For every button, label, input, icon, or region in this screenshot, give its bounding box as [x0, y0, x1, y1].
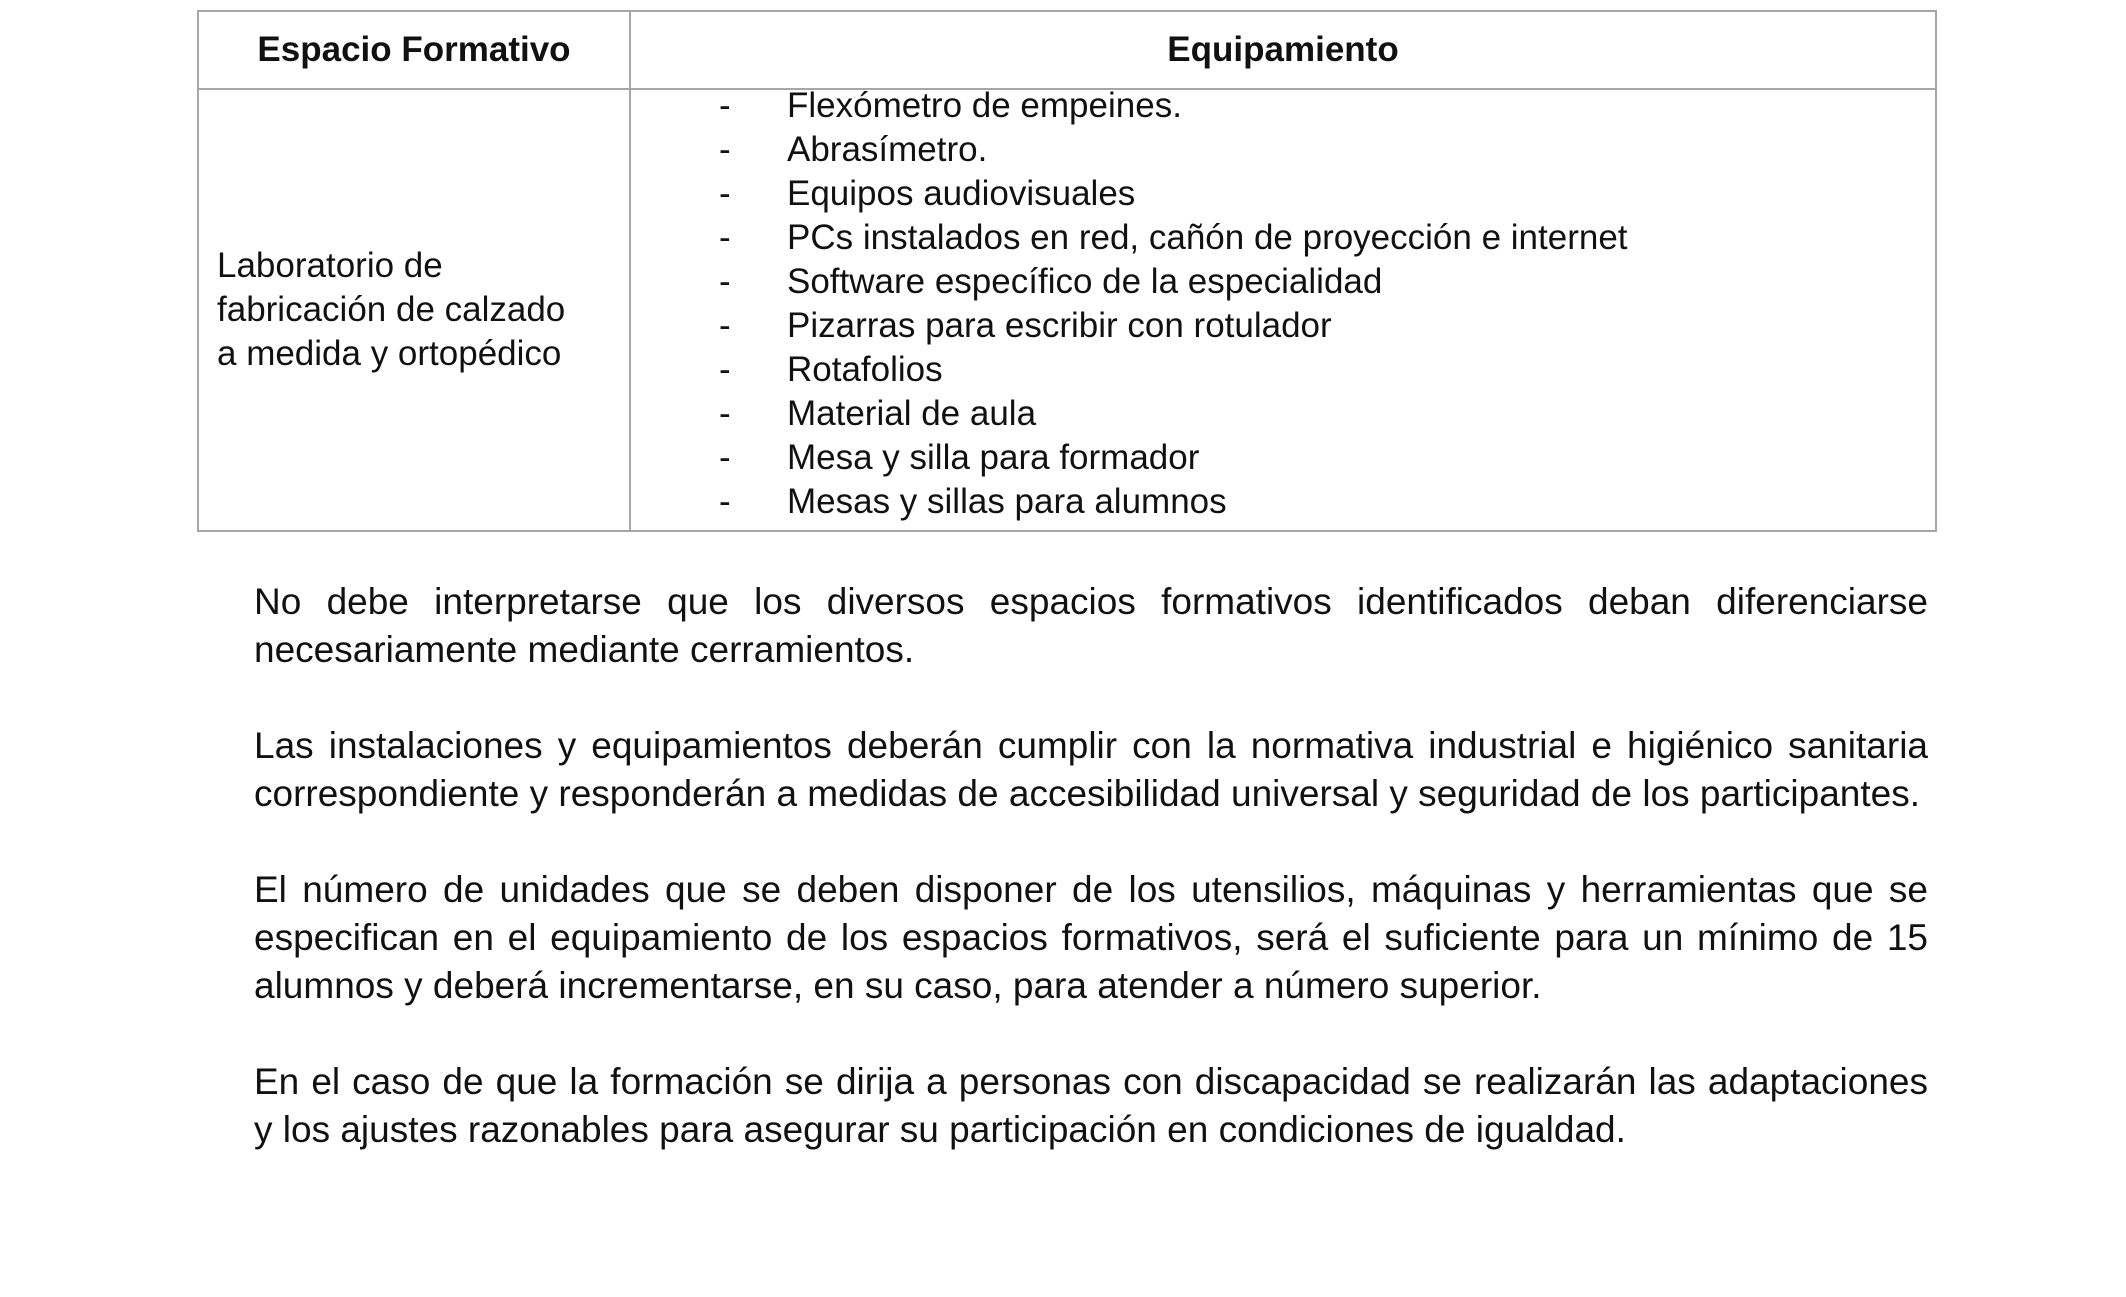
- equipment-item-text: Rotafolios: [787, 350, 943, 389]
- equipment-item-text: Pizarras para escribir con rotulador: [787, 306, 1332, 345]
- list-item: [631, 260, 1935, 304]
- equipment-item-text: Equipos audiovisuales: [787, 174, 1136, 213]
- dash-bullet: -: [719, 350, 731, 389]
- space-name-line: Laboratorio de: [217, 246, 443, 285]
- paragraph-instalaciones: Las instalaciones y equipamientos deberán cumplir con la normativa industrial e higiénico sanitaria correspondiente y responderán a medidas de accesibilidad universal y seguridad de los participantes.: [254, 725, 1928, 814]
- equipment-table: [197, 10, 1937, 532]
- dash-bullet: -: [719, 394, 731, 433]
- equipment-item-text: Mesas y sillas para alumnos: [787, 482, 1227, 521]
- space-name-line: fabricación de calzado: [217, 290, 566, 329]
- dash-bullet: -: [719, 306, 731, 345]
- dash-bullet: -: [719, 482, 731, 521]
- space-name-cell: [198, 89, 630, 531]
- list-item: [631, 128, 1935, 172]
- list-item: [631, 392, 1935, 436]
- header-espacio-formativo: Espacio Formativo: [198, 11, 630, 89]
- paragraph-discapacidad: En el caso de que la formación se dirija a personas con discapacidad se realizarán las adaptaciones y los ajustes razonables para asegurar su participación en condiciones de igualdad.: [254, 1061, 1928, 1150]
- dash-bullet: -: [719, 262, 731, 301]
- equipment-item-text: Abrasímetro.: [787, 130, 988, 169]
- equipment-item-text: Material de aula: [787, 394, 1037, 433]
- table-header-row: [198, 11, 1936, 89]
- list-item: [631, 84, 1935, 128]
- paragraph-numero-unidades: El número de unidades que se deben disponer de los utensilios, máquinas y herramientas que se especifican en el equipamiento de los espacios formativos, será el suficiente para un mínimo de 15 alumnos y deberá incrementarse, en su caso, para atender a número superior.: [254, 869, 1928, 1006]
- table-row: [198, 89, 1936, 531]
- body-text: [254, 578, 1928, 1202]
- dash-bullet: -: [719, 438, 731, 477]
- equipment-item-text: Mesa y silla para formador: [787, 438, 1200, 477]
- list-item: [631, 216, 1935, 260]
- dash-bullet: -: [719, 86, 731, 125]
- dash-bullet: -: [719, 218, 731, 257]
- paragraph-cerramientos: No debe interpretarse que los diversos espacios formativos identificados deban diferenciarse necesariamente mediante cerramientos.: [254, 581, 1928, 670]
- header-equipamiento: Equipamiento: [630, 11, 1936, 89]
- equipment-item-text: PCs instalados en red, cañón de proyección e internet: [787, 218, 1628, 257]
- dash-bullet: -: [719, 174, 731, 213]
- equipment-list: [631, 84, 1935, 524]
- list-item: [631, 348, 1935, 392]
- list-item: [631, 304, 1935, 348]
- equipment-cell: [630, 86, 1936, 531]
- list-item: [631, 480, 1935, 524]
- equipment-item-text: Software específico de la especialidad: [787, 262, 1383, 301]
- dash-bullet: -: [719, 130, 731, 169]
- list-item: [631, 436, 1935, 480]
- list-item: [631, 172, 1935, 216]
- space-name-line: a medida y ortopédico: [217, 334, 562, 373]
- equipment-item-text: Flexómetro de empeines.: [787, 86, 1182, 125]
